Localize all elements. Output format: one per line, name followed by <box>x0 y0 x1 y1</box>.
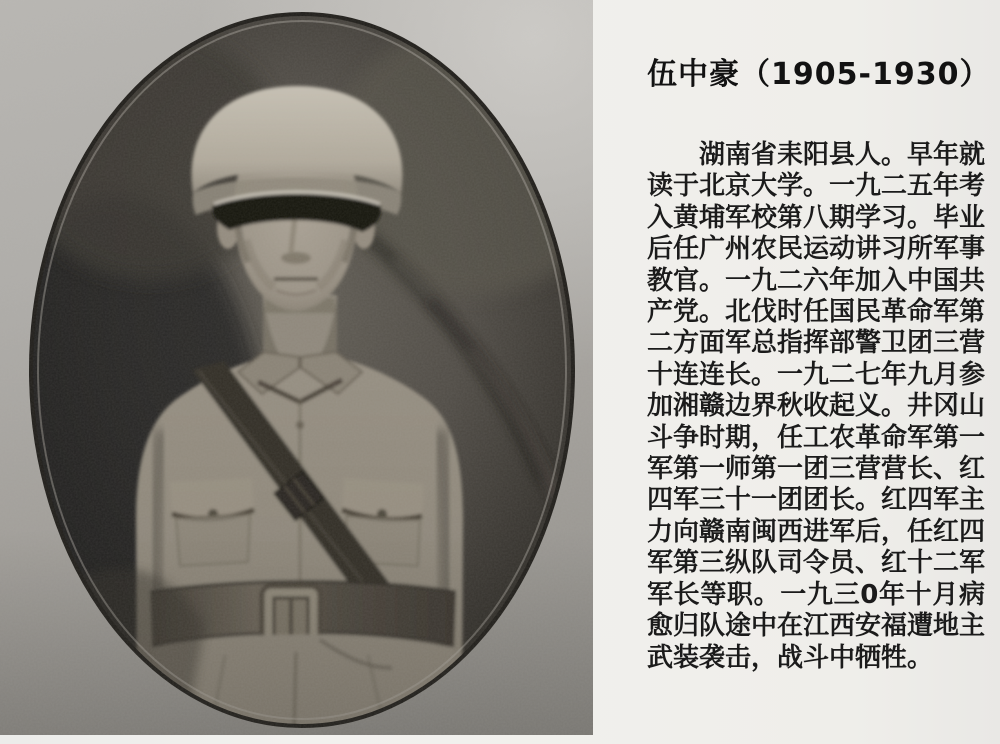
biography-line: 二方面军总指挥部警卫团三营 <box>647 328 986 359</box>
biography-line: 斗争时期，任工农革命军第一 <box>647 422 986 453</box>
biography-line: 愈归队途中在江西安福遭地主 <box>647 611 986 642</box>
biography-line: 四军三十一团团长。红四军主 <box>647 485 986 516</box>
biography-panel <box>647 56 991 674</box>
biography-line: 读于北京大学。一九二五年考 <box>647 171 986 202</box>
biography-line: 十连连长。一九二七年九月参 <box>647 359 986 390</box>
biography-line: 力向赣南闽西进军后，任红四 <box>647 516 986 547</box>
biography-line: 军第一师第一团三营营长、红 <box>647 454 986 485</box>
biography-line: 武装袭击，战斗中牺牲。 <box>647 642 934 673</box>
biography-text <box>647 140 985 674</box>
biography-line: 军第三纵队司令员、红十二军 <box>647 548 986 579</box>
biography-line: 湖南省耒阳县人。早年就 <box>699 140 986 170</box>
biography-line: 加湘赣边界秋收起义。井冈山 <box>647 391 986 422</box>
page-title: 伍中豪（1905-1930） <box>647 57 991 92</box>
biography-line: 军长等职。一九三0年十月病 <box>647 579 985 610</box>
biography-line: 入黄埔军校第八期学习。毕业 <box>647 202 986 233</box>
biography-line: 教官。一九二六年加入中国共 <box>647 265 986 296</box>
biography-line: 后任广州农民运动讲习所军事 <box>647 234 986 265</box>
biography-line: 产党。北伐时任国民革命军第 <box>647 297 986 328</box>
